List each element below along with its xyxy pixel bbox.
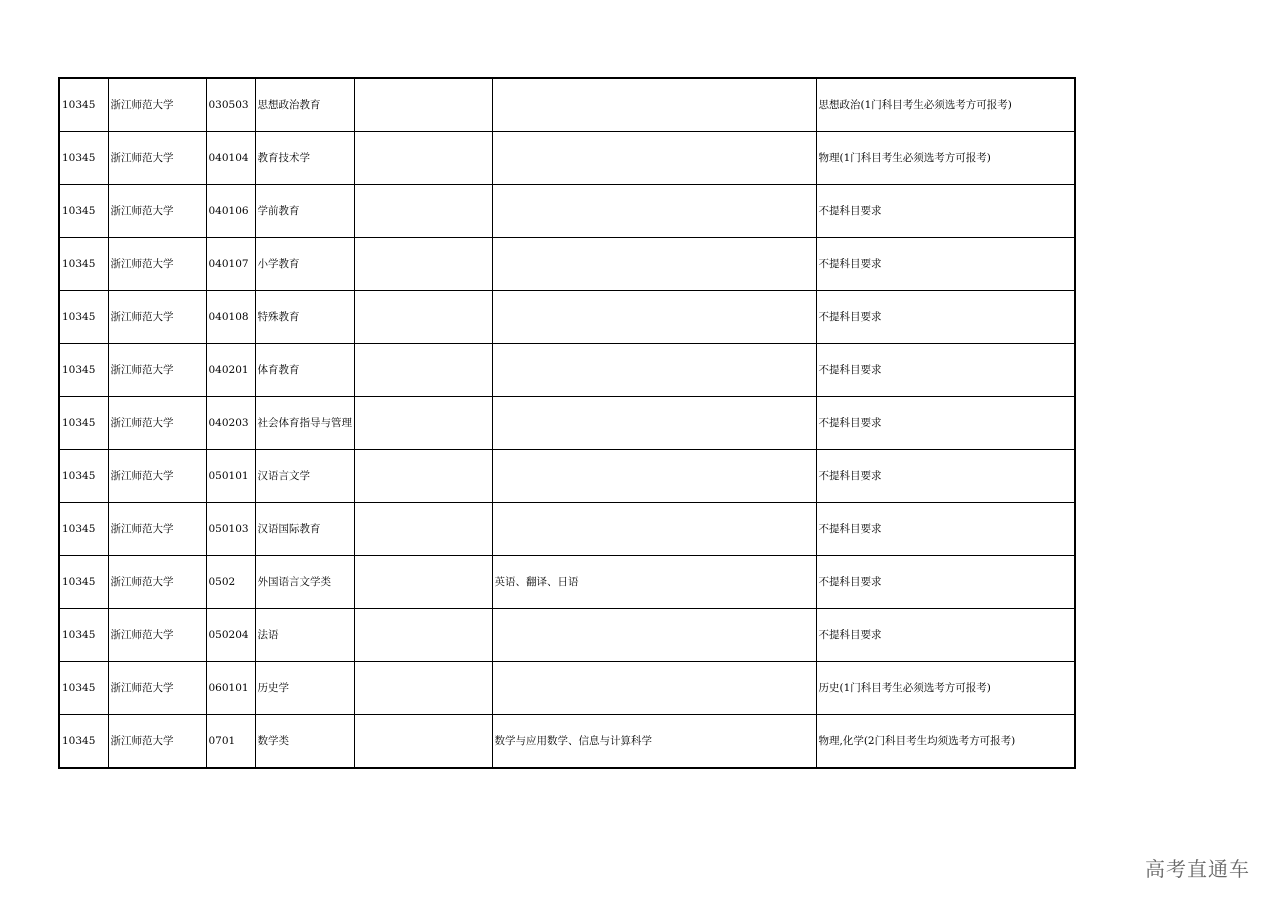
blank-cell xyxy=(354,185,492,238)
blank-cell xyxy=(354,503,492,556)
table-row xyxy=(59,715,1075,769)
table-row xyxy=(59,78,1075,132)
included-majors-cell xyxy=(492,78,816,132)
included-majors-cell xyxy=(492,609,816,662)
included-majors-cell: 数学与应用数学、信息与计算科学 xyxy=(492,715,816,769)
major-code-cell: 050101 xyxy=(206,450,255,503)
included-majors-cell xyxy=(492,450,816,503)
major-code-cell: 040203 xyxy=(206,397,255,450)
school-name-cell: 浙江师范大学 xyxy=(108,556,206,609)
school-code-cell: 10345 xyxy=(59,132,108,185)
subject-requirement-cell: 不提科目要求 xyxy=(816,344,1075,397)
school-name-cell: 浙江师范大学 xyxy=(108,503,206,556)
school-name-cell: 浙江师范大学 xyxy=(108,291,206,344)
school-code-cell: 10345 xyxy=(59,185,108,238)
major-name-cell: 小学教育 xyxy=(255,238,354,291)
school-code-cell: 10345 xyxy=(59,503,108,556)
school-name-cell: 浙江师范大学 xyxy=(108,344,206,397)
school-name-cell: 浙江师范大学 xyxy=(108,238,206,291)
table-row xyxy=(59,503,1075,556)
major-code-cell: 040201 xyxy=(206,344,255,397)
included-majors-cell xyxy=(492,185,816,238)
admission-table xyxy=(58,77,1076,769)
school-name-cell: 浙江师范大学 xyxy=(108,450,206,503)
table-row xyxy=(59,185,1075,238)
table-row xyxy=(59,450,1075,503)
included-majors-cell xyxy=(492,238,816,291)
major-name-cell: 思想政治教育 xyxy=(255,78,354,132)
school-name-cell: 浙江师范大学 xyxy=(108,132,206,185)
subject-requirement-cell: 不提科目要求 xyxy=(816,503,1075,556)
included-majors-cell xyxy=(492,503,816,556)
table-row xyxy=(59,556,1075,609)
subject-requirement-cell: 不提科目要求 xyxy=(816,185,1075,238)
school-name-cell: 浙江师范大学 xyxy=(108,185,206,238)
table-row xyxy=(59,397,1075,450)
blank-cell xyxy=(354,662,492,715)
major-name-cell: 教育技术学 xyxy=(255,132,354,185)
included-majors-cell xyxy=(492,662,816,715)
major-code-cell: 040104 xyxy=(206,132,255,185)
major-code-cell: 040108 xyxy=(206,291,255,344)
table-row xyxy=(59,662,1075,715)
blank-cell xyxy=(354,715,492,769)
subject-requirement-cell: 历史(1门科目考生必须选考方可报考) xyxy=(816,662,1075,715)
blank-cell xyxy=(354,556,492,609)
blank-cell xyxy=(354,397,492,450)
blank-cell xyxy=(354,238,492,291)
school-code-cell: 10345 xyxy=(59,662,108,715)
major-code-cell: 030503 xyxy=(206,78,255,132)
school-code-cell: 10345 xyxy=(59,450,108,503)
school-name-cell: 浙江师范大学 xyxy=(108,78,206,132)
subject-requirement-cell: 不提科目要求 xyxy=(816,238,1075,291)
watermark: 高考直通车 xyxy=(1145,857,1250,881)
major-code-cell: 0502 xyxy=(206,556,255,609)
blank-cell xyxy=(354,78,492,132)
major-code-cell: 040107 xyxy=(206,238,255,291)
major-code-cell: 050103 xyxy=(206,503,255,556)
school-name-cell: 浙江师范大学 xyxy=(108,715,206,769)
subject-requirement-cell: 不提科目要求 xyxy=(816,291,1075,344)
table-row xyxy=(59,291,1075,344)
subject-requirement-cell: 物理(1门科目考生必须选考方可报考) xyxy=(816,132,1075,185)
school-name-cell: 浙江师范大学 xyxy=(108,397,206,450)
major-code-cell: 040106 xyxy=(206,185,255,238)
included-majors-cell: 英语、翻译、日语 xyxy=(492,556,816,609)
major-name-cell: 数学类 xyxy=(255,715,354,769)
major-name-cell: 体育教育 xyxy=(255,344,354,397)
school-name-cell: 浙江师范大学 xyxy=(108,662,206,715)
included-majors-cell xyxy=(492,344,816,397)
school-code-cell: 10345 xyxy=(59,715,108,769)
subject-requirement-cell: 不提科目要求 xyxy=(816,450,1075,503)
major-name-cell: 社会体育指导与管理 xyxy=(255,397,354,450)
subject-requirement-cell: 不提科目要求 xyxy=(816,397,1075,450)
major-name-cell: 汉语国际教育 xyxy=(255,503,354,556)
major-name-cell: 外国语言文学类 xyxy=(255,556,354,609)
blank-cell xyxy=(354,450,492,503)
subject-requirement-cell: 物理,化学(2门科目考生均须选考方可报考) xyxy=(816,715,1075,769)
blank-cell xyxy=(354,132,492,185)
major-name-cell: 历史学 xyxy=(255,662,354,715)
table-body xyxy=(59,78,1075,768)
included-majors-cell xyxy=(492,132,816,185)
school-name-cell: 浙江师范大学 xyxy=(108,609,206,662)
school-code-cell: 10345 xyxy=(59,238,108,291)
school-code-cell: 10345 xyxy=(59,556,108,609)
school-code-cell: 10345 xyxy=(59,78,108,132)
blank-cell xyxy=(354,344,492,397)
major-code-cell: 0701 xyxy=(206,715,255,769)
table-row xyxy=(59,609,1075,662)
major-code-cell: 050204 xyxy=(206,609,255,662)
major-code-cell: 060101 xyxy=(206,662,255,715)
subject-requirement-cell: 思想政治(1门科目考生必须选考方可报考) xyxy=(816,78,1075,132)
subject-requirement-cell: 不提科目要求 xyxy=(816,609,1075,662)
school-code-cell: 10345 xyxy=(59,291,108,344)
table-row xyxy=(59,132,1075,185)
blank-cell xyxy=(354,291,492,344)
included-majors-cell xyxy=(492,397,816,450)
included-majors-cell xyxy=(492,291,816,344)
major-name-cell: 学前教育 xyxy=(255,185,354,238)
school-code-cell: 10345 xyxy=(59,397,108,450)
blank-cell xyxy=(354,609,492,662)
subject-requirement-cell: 不提科目要求 xyxy=(816,556,1075,609)
major-name-cell: 汉语言文学 xyxy=(255,450,354,503)
major-name-cell: 法语 xyxy=(255,609,354,662)
school-code-cell: 10345 xyxy=(59,344,108,397)
table-row xyxy=(59,344,1075,397)
school-code-cell: 10345 xyxy=(59,609,108,662)
table-row xyxy=(59,238,1075,291)
major-name-cell: 特殊教育 xyxy=(255,291,354,344)
